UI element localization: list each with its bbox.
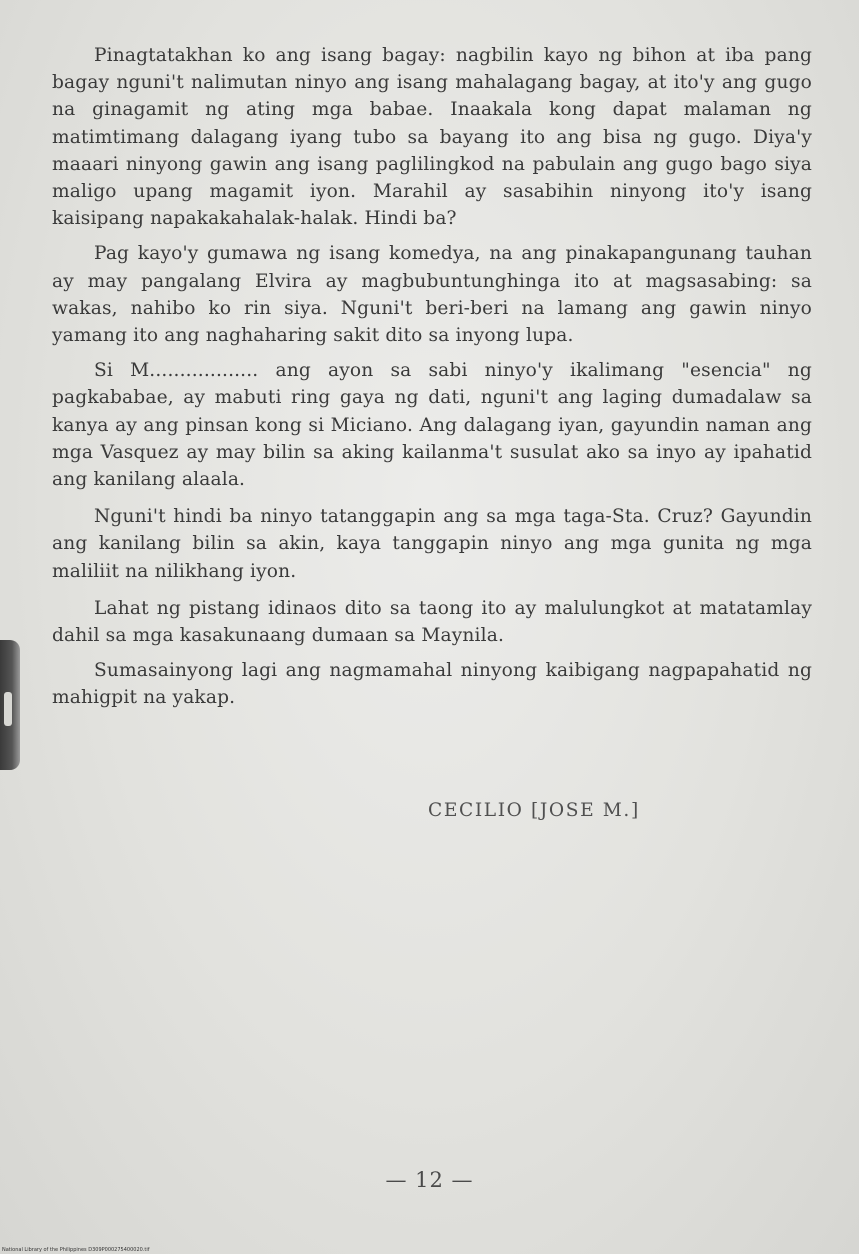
letter-paragraph: Si M.................. ang ayon sa sabi ninyo'y ikalimang "esencia" ng pagkababae, ay mabuti ring gaya ng dati, nguni't ang laging dumadalaw sa kanya ay ang pinsan kong si Miciano. Ang dalagang iyan, gayundin naman ang mga Vasquez ay may bilin sa aking kailanma't susulat ako sa inyo ay ipahatid ang kanilang alaala.: [52, 360, 812, 491]
archive-credit: National Library of the Philippines D309P000275400020.tif: [2, 1247, 150, 1253]
page-number: — 12 —: [385, 1168, 474, 1192]
letter-paragraph: Pinagtatakhan ko ang isang bagay: nagbilin kayo ng bihon at iba pang bagay nguni't nalimutan ninyo ang isang mahalagang bagay, at ito'y ang gugo na ginagamit ng ating mga babae. Inaakala kong dapat malaman ng matimtimang dalagang iyang tubo sa bayang ito ang bisa ng gugo. Diya'y maaari ninyong gawin ang isang paglilingkod na pabulain ang gugo bago siya maligo upang magamit iyon. Marahil ay sasabihin ninyong ito'y isang kaisipang napakakahalak-halak. Hindi ba?: [52, 45, 812, 230]
letter-paragraph: Lahat ng pistang idinaos dito sa taong ito ay malulungkot at matatamlay dahil sa mga kasakunaang dumaan sa Maynila.: [52, 597, 812, 647]
letter-paragraph: Nguni't hindi ba ninyo tatanggapin ang sa mga taga-Sta. Cruz? Gayundin ang kanilang bilin sa akin, kaya tanggapin ninyo ang mga gunita ng mga maliliit na nilikhang iyon.: [52, 506, 812, 582]
letter-paragraph: Pag kayo'y gumawa ng isang komedya, na ang pinakapangunang tauhan ay may pangalang Elvira ay magbubuntunghinga ito at magsasabing: sa wakas, nahibo ko rin siya. Nguni't beri-beri na lamang ang gawin ninyo yamang ito ang naghaharing sakit dito sa inyong lupa.: [52, 243, 812, 347]
letter-signature: CECILIO [JOSE M.]: [428, 800, 640, 821]
letter-closing: Sumasainyong lagi ang nagmamahal ninyong kaibigang nagpapahatid ng mahigpit na yakap.: [52, 660, 812, 709]
letter-body: [52, 42, 812, 712]
binding-clip-mark: [0, 640, 20, 770]
